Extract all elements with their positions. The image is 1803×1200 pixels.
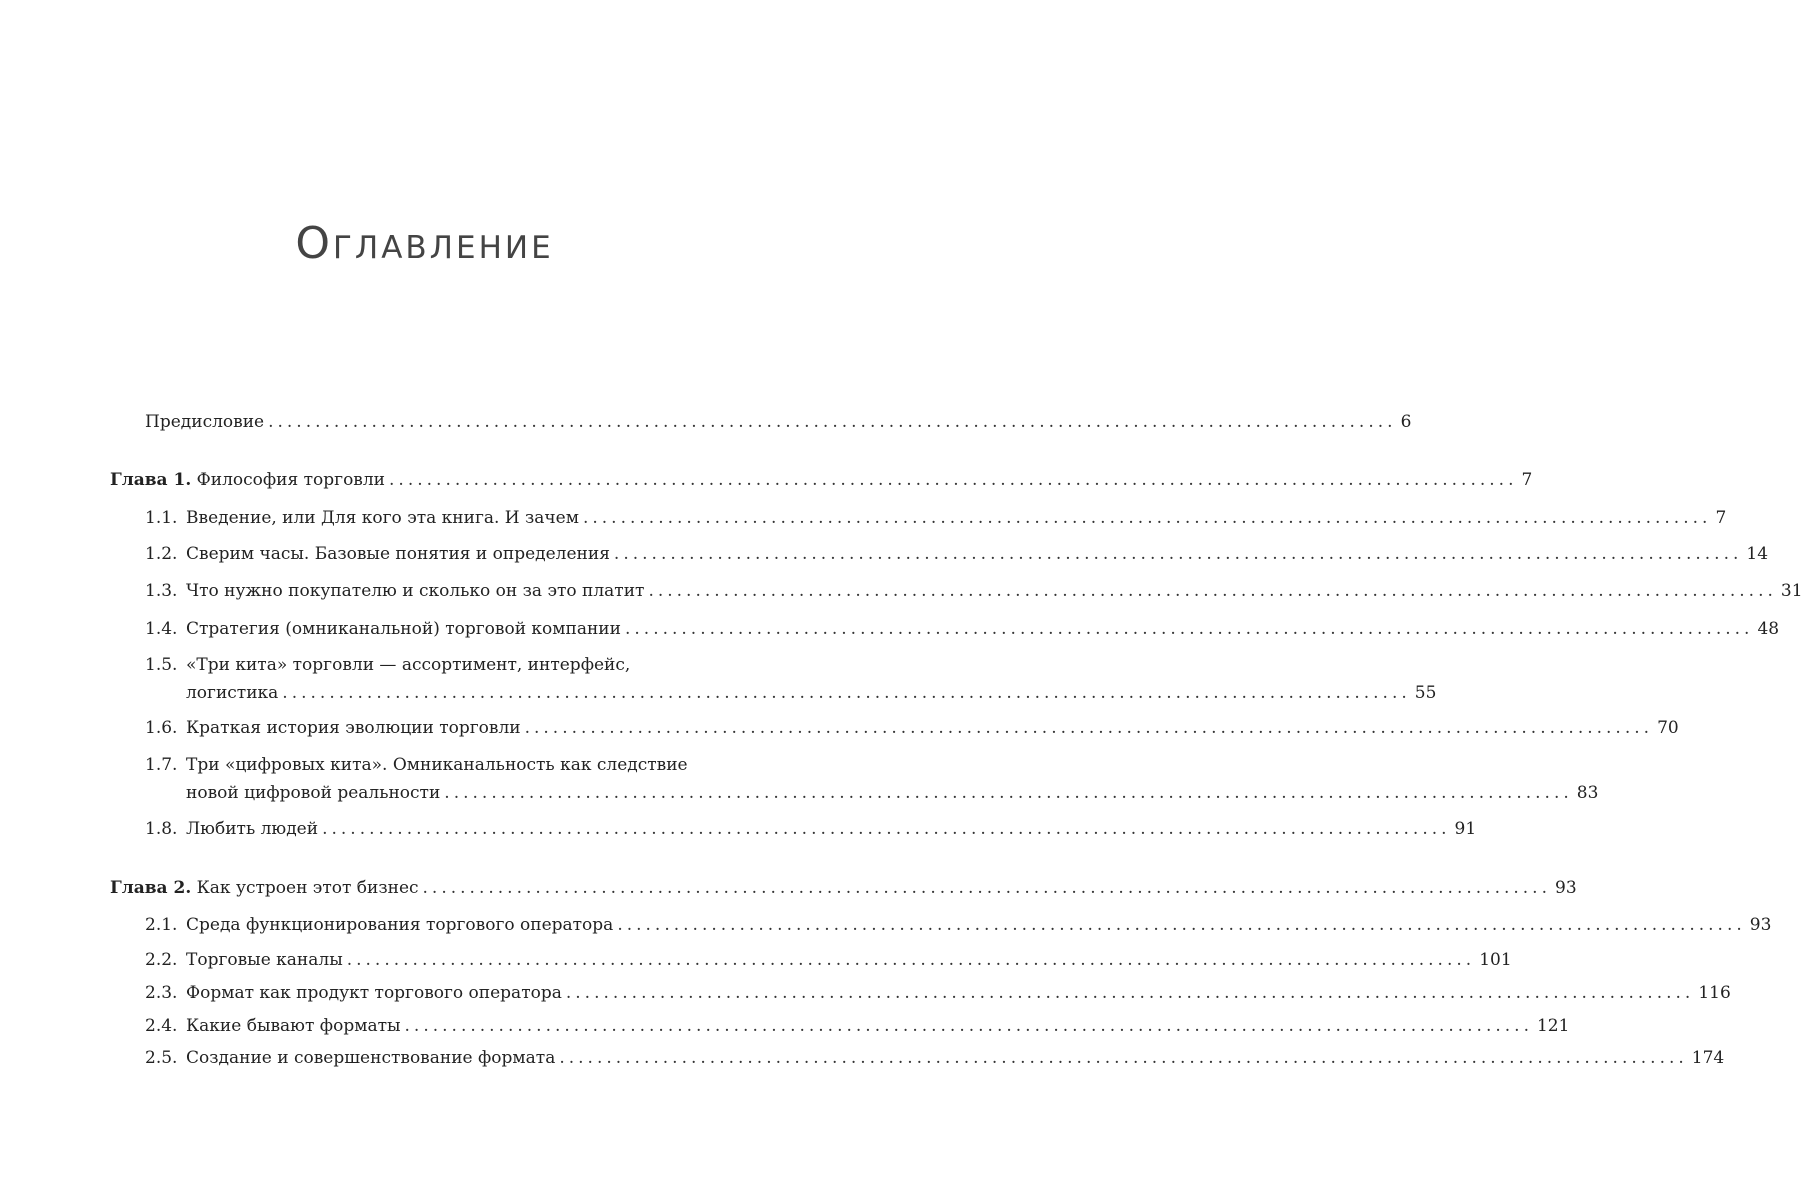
- entry-title-line-2: новой цифровой реальности: [186, 783, 441, 803]
- dot-leader: ........................................................................................................................: [322, 819, 1451, 839]
- dot-leader: ........................................................................................................................: [565, 983, 1695, 1003]
- section-number: 2.1.: [145, 915, 178, 935]
- page-number: 116: [1698, 983, 1731, 1003]
- dot-leader: ........................................................................................................................: [268, 412, 1397, 432]
- entry-title: Введение, или Для кого эта книга. И зачем: [186, 508, 579, 528]
- page-number: 55: [1414, 683, 1437, 703]
- dot-leader: ........................................................................................................................: [524, 718, 1654, 738]
- entry-title: Среда функционирования торгового оператора: [186, 915, 614, 935]
- dot-leader: ........................................................................................................................: [613, 544, 1743, 564]
- page-number: 101: [1479, 950, 1512, 970]
- entry-title: Формат как продукт торгового оператора: [186, 983, 562, 1003]
- section-number: 1.2.: [145, 544, 178, 564]
- dot-leader: ........................................................................................................................: [582, 508, 1712, 528]
- entry-title: Как устроен этот бизнес: [196, 878, 419, 898]
- page-number: 83: [1576, 783, 1599, 803]
- page-number: 174: [1691, 1048, 1725, 1068]
- dot-leader: ........................................................................................................................: [404, 1016, 1533, 1036]
- page-number: 14: [1746, 544, 1769, 564]
- page-number: 93: [1555, 878, 1577, 898]
- entry-title-line-1: «Три кита» торговли — ассортимент, интерфейс,: [186, 655, 631, 675]
- dot-leader: ........................................................................................................................: [346, 950, 1476, 970]
- dot-leader: ........................................................................................................................: [389, 470, 1518, 490]
- entry-title: Торговые каналы: [186, 950, 343, 970]
- entry-title: Что нужно покупателю и сколько он за это платит: [186, 581, 645, 601]
- page-number: 31: [1780, 581, 1803, 601]
- dot-leader: ........................................................................................................................: [624, 619, 1754, 639]
- section-number: 2.5.: [145, 1048, 178, 1068]
- entry-title: Философия торговли: [196, 470, 386, 490]
- entry-title: Краткая история эволюции торговли: [186, 718, 521, 738]
- section-number: 1.3.: [145, 581, 178, 601]
- section-number: 2.4.: [145, 1016, 178, 1036]
- page-number: 6: [1400, 412, 1412, 432]
- entry-title-line-2: логистика: [186, 683, 279, 703]
- entry-title: Какие бывают форматы: [186, 1016, 401, 1036]
- page-title: Оглавление: [295, 218, 554, 269]
- chapter-label: Глава 1.: [110, 470, 192, 490]
- page-number: 91: [1454, 819, 1477, 839]
- entry-title: Создание и совершенствование формата: [186, 1048, 556, 1068]
- section-number: 1.1.: [145, 508, 178, 528]
- page-number: 93: [1749, 915, 1772, 935]
- section-number: 1.7.: [145, 755, 178, 775]
- dot-leader: ........................................................................................................................: [444, 783, 1573, 803]
- page-number: 70: [1657, 718, 1679, 738]
- entry-title: Любить людей: [186, 819, 319, 839]
- entry-title: Стратегия (омниканальной) торговой компании: [186, 619, 621, 639]
- page-number: 7: [1715, 508, 1727, 528]
- page-number: 48: [1757, 619, 1780, 639]
- entry-title-line-1: Три «цифровых кита». Омниканальность как следствие: [186, 755, 688, 775]
- section-number: 2.3.: [145, 983, 178, 1003]
- page-number: 7: [1521, 470, 1533, 490]
- page-number: 121: [1536, 1016, 1570, 1036]
- section-number: 1.4.: [145, 619, 178, 639]
- dot-leader: ........................................................................................................................: [559, 1048, 1688, 1068]
- entry-title: Предисловие: [145, 412, 265, 432]
- dot-leader: ........................................................................................................................: [422, 878, 1551, 898]
- chapter-label: Глава 2.: [110, 878, 192, 898]
- section-number: 2.2.: [145, 950, 178, 970]
- section-number: 1.8.: [145, 819, 178, 839]
- dot-leader: ........................................................................................................................: [648, 581, 1777, 601]
- dot-leader: ........................................................................................................................: [617, 915, 1746, 935]
- dot-leader: ........................................................................................................................: [282, 683, 1411, 703]
- section-number: 1.6.: [145, 718, 178, 738]
- entry-title: Сверим часы. Базовые понятия и определения: [186, 544, 610, 564]
- section-number: 1.5.: [145, 655, 178, 675]
